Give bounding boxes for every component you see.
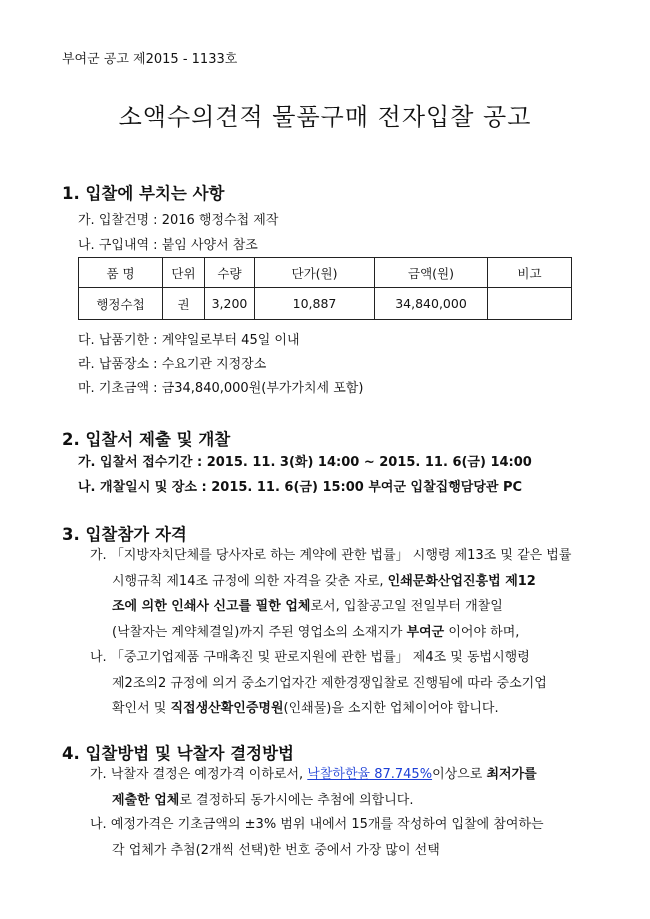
table-cell: 34,840,000	[375, 288, 488, 320]
table-header-row	[79, 258, 572, 288]
text-span-bold: 부여군	[406, 624, 445, 640]
section-1-item-ma: 마. 기초금액 : 금34,840,000원(부가가치세 포함)	[78, 381, 364, 396]
text-line	[90, 762, 537, 788]
text-span-bold: 제출한 업체	[112, 792, 180, 808]
table-cell: 권	[163, 288, 205, 320]
text-line	[90, 569, 571, 595]
highlighted-rate: 낙찰하한율 87.745%	[307, 767, 433, 782]
section-2-heading: 2. 입찰서 제출 및 개찰	[62, 430, 231, 449]
document-title: 소액수의견적 물품구매 전자입찰 공고	[118, 103, 532, 131]
table-cell: 10,887	[255, 288, 375, 320]
section-1-item-ga: 가. 입찰건명 : 2016 행정수첩 제작	[78, 213, 279, 228]
section-4-item-ga	[90, 762, 537, 813]
text-span-bold: 조에 의한 인쇄사 신고를 필한 업체	[112, 599, 311, 614]
text-line: 나. 예정가격은 기초금액의 ±3% 범위 내에서 15개를 작성하여 입찰에 참여하는	[90, 817, 544, 832]
section-1-item-ra: 라. 납품장소 : 수요기관 지정장소	[78, 357, 267, 372]
text-line	[90, 788, 537, 814]
section-3-heading: 3. 입찰참가 자격	[62, 525, 187, 544]
text-line: 가. 「지방자치단체를 당사자로 하는 계약에 관한 법률」 시행령 제13조 및 같은 법률	[90, 548, 572, 563]
table-header-cell: 비고	[488, 258, 572, 288]
text-span-bold: 직접생산확인증명원	[170, 701, 284, 716]
section-3-item-ga	[90, 543, 571, 645]
section-4-heading: 4. 입찰방법 및 낙찰자 결정방법	[62, 744, 294, 763]
table-header-cell: 수량	[205, 258, 255, 288]
text-span-bold: 최저가를	[486, 767, 537, 782]
text-span: 시행규칙 제14조 규정에 의한 자격을 갖춘 자로,	[112, 573, 388, 589]
text-line	[90, 620, 571, 646]
section-2-item-na: 나. 개찰일시 및 장소 : 2015. 11. 6(금) 15:00 부여군 입찰집행담당관 PC	[78, 480, 523, 495]
text-span: 로서, 입찰공고일 전일부터 개찰일	[310, 599, 503, 614]
table-header-cell: 품 명	[79, 258, 163, 288]
text-span-bold: 인쇄문화산업진흥법 제12	[387, 573, 536, 589]
section-3-item-na	[90, 645, 547, 722]
notice-number: 부여군 공고 제2015 - 1133호	[62, 52, 238, 67]
table-header-cell: 단가(원)	[255, 258, 375, 288]
section-4-item-na	[90, 812, 544, 863]
item-table	[78, 257, 572, 320]
text-span: 로 결정하되 동가시에는 추첨에 의합니다.	[179, 792, 414, 808]
table-row	[79, 288, 572, 320]
text-line: 제2조의2 규정에 의거 중소기업자간 제한경쟁입찰로 진행됨에 따라 중소기업	[112, 675, 547, 691]
text-span: (낙찰자는 계약체결일)까지 주된 영업소의 소재지가	[112, 624, 407, 640]
text-span: 가. 낙찰자 결정은 예정가격 이하로서,	[90, 767, 308, 782]
table-header-cell: 금액(원)	[375, 258, 488, 288]
text-span: 확인서 및	[112, 701, 171, 716]
text-line	[90, 696, 547, 722]
table-cell: 행정수첩	[79, 288, 163, 320]
text-line: 나. 「중고기업제품 구매촉진 및 판로지원에 관한 법률」 제4조 및 동법시행령	[90, 650, 530, 665]
section-2-item-ga: 가. 입찰서 접수기간 : 2015. 11. 3(화) 14:00 ~ 2015. 11. 6(금) 14:00	[78, 455, 532, 470]
table-cell	[488, 288, 572, 320]
table-cell: 3,200	[205, 288, 255, 320]
text-span: 이어야 하며,	[444, 624, 520, 640]
text-span: (인쇄물)을 소지한 업체이어야 합니다.	[283, 701, 499, 716]
table-header-cell: 단위	[163, 258, 205, 288]
section-1-item-na: 나. 구입내역 : 붙임 사양서 참조	[78, 238, 258, 253]
text-line	[90, 594, 571, 620]
section-1-item-da: 다. 납품기한 : 계약일로부터 45일 이내	[78, 333, 300, 348]
text-span: 이상으로	[432, 767, 487, 782]
section-1-heading: 1. 입찰에 부치는 사항	[62, 184, 225, 203]
text-line: 각 업체가 추첨(2개씩 선택)한 번호 중에서 가장 많이 선택	[112, 842, 440, 858]
